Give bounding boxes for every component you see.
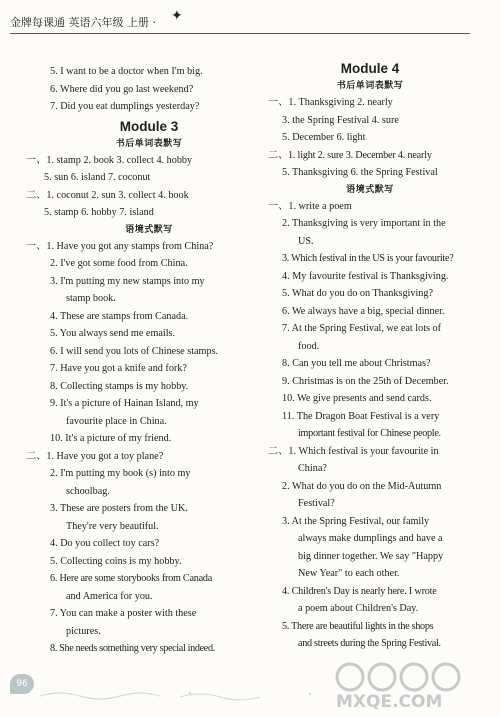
watermark-text: MXQE.COM [336,692,443,711]
vocab-heading: 书后单词表默写 [115,138,183,149]
answer-line: 5. December 6. light [282,132,366,143]
answer-line: pictures. [66,625,101,637]
answer-line: 一、1. stamp 2. book 3. collect 4. hobby [26,154,193,166]
answer-line: 一、1. write a poem [268,200,352,212]
answer-line: 8. She needs something very special indeed. [50,643,215,654]
answer-line: 3. These are posters from the UK. [50,503,188,514]
answer-line: 7. At the Spring Festival, we eat lots of [282,323,442,334]
answer-line: schoolbag. [66,485,110,497]
right-column [262,58,478,653]
answer-line: 5. stamp 6. hobby 7. island [44,207,154,218]
answer-line: big dinner together. We say "Happy [298,550,444,562]
answer-line: 10. We give presents and send cards. [282,393,432,404]
answer-line: 3. At the Spring Festival, our family [282,515,430,527]
answer-line: 4. These are stamps from Canada. [50,310,189,322]
answer-line: stamp book. [66,293,116,304]
answer-line: 二、1. Which festival is your favourite in [268,445,439,457]
answer-line: 6. We always have a big, special dinner. [282,305,445,317]
answer-line: China? [298,463,327,474]
module-3-title: Module 3 [119,118,179,134]
answer-line: 2. Thanksgiving is very important in the [282,218,446,229]
answer-line: 6. Here are some storybooks from Canada [50,573,212,584]
answer-line: 4. Children's Day is nearly here. I wrote [282,585,437,597]
answer-line: 3. Which festival in the US is your favourite? [282,253,454,264]
answer-line: 5. You always send me emails. [50,328,176,339]
answer-line: 2. I'm putting my book (s) into my [50,468,191,479]
answer-line: 9. Christmas is on the 25th of December. [282,375,449,387]
answer-line: 一、1. Thanksgiving 2. nearly [268,97,393,108]
context-heading: 语境式默写 [125,224,173,235]
answer-line: 7. Have you got a knife and fork? [50,363,187,374]
answer-line: a poem about Children's Day. [298,603,419,614]
answer-line: 二、1. coconut 2. sun 3. collect 4. book [26,189,189,201]
answer-line: 8. Can you tell me about Christmas? [282,358,431,369]
answer-line: always make dumplings and have a [298,533,443,544]
vocab-heading: 书后单词表默写 [336,81,404,91]
answer-line: 5. sun 6. island 7. coconut [44,172,151,183]
page-header [0,0,500,36]
answer-line: 一、1. Have you got any stamps from China? [26,240,214,252]
page-number-badge: 96 [10,674,34,694]
answer-line: 5. Collecting coins is my hobby. [50,555,182,567]
module-4-title: Module 4 [340,61,400,76]
answer-line: 5. There are beautiful lights in the shops [282,620,434,632]
answer-line: 二、1. Have you got a toy plane? [26,450,164,462]
answer-line: 二、1. light 2. sure 3. December 4. nearly [268,149,432,161]
answer-line: 4. Do you collect toy cars? [50,538,160,549]
answer-line: 3. the Spring Festival 4. sure [282,114,399,126]
answer-line: 4. My favourite festival is Thanksgiving. [282,270,449,282]
answer-line: 2. What do you do on the Mid-Autumn [282,480,442,492]
answer-line: food. [298,340,320,352]
answer-line: 7. Did you eat dumplings yesterday? [50,101,200,112]
answer-line: 6. Where did you go last weekend? [50,83,194,95]
answer-line: 2. I've got some food from China. [50,258,188,269]
answer-line: 9. It's a picture of Hainan Island, my [50,398,199,409]
answer-line: and streets during the Spring Festival. [298,638,441,649]
answer-line: 5. What do you do on Thanksgiving? [282,288,434,299]
answer-line: 8. Collecting stamps is my hobby. [50,380,189,392]
watermark-logo [330,655,490,711]
answer-line: US. [298,235,314,247]
answer-line: 5. I want to be a doctor when I'm big. [50,66,203,77]
answer-line: Festival? [298,498,335,509]
book-title: 金牌每课通 英语六年级 上册 · [10,16,156,29]
answer-line: 6. I will send you lots of Chinese stamps. [50,345,219,357]
answer-line: 7. You can make a poster with these [50,608,197,619]
star-icon: ✦ [171,8,183,24]
answer-line: 11. The Dragon Boat Festival is a very [282,410,440,422]
answer-line: They're very beautiful. [66,520,159,532]
answer-line: 3. I'm putting my new stamps into my [50,275,205,287]
context-heading: 语境式默写 [346,184,394,195]
answer-line: important festival for Chinese people. [298,428,441,439]
left-column [26,63,258,658]
answer-line: 5. Thanksgiving 6. the Spring Festival [282,167,438,178]
answer-line: New Year" to each other. [298,568,400,579]
answer-line: 10. It's a picture of my friend. [50,433,172,444]
answer-line: and America for you. [66,590,153,602]
answer-line: favourite place in China. [66,415,167,427]
header-divider [10,33,470,34]
